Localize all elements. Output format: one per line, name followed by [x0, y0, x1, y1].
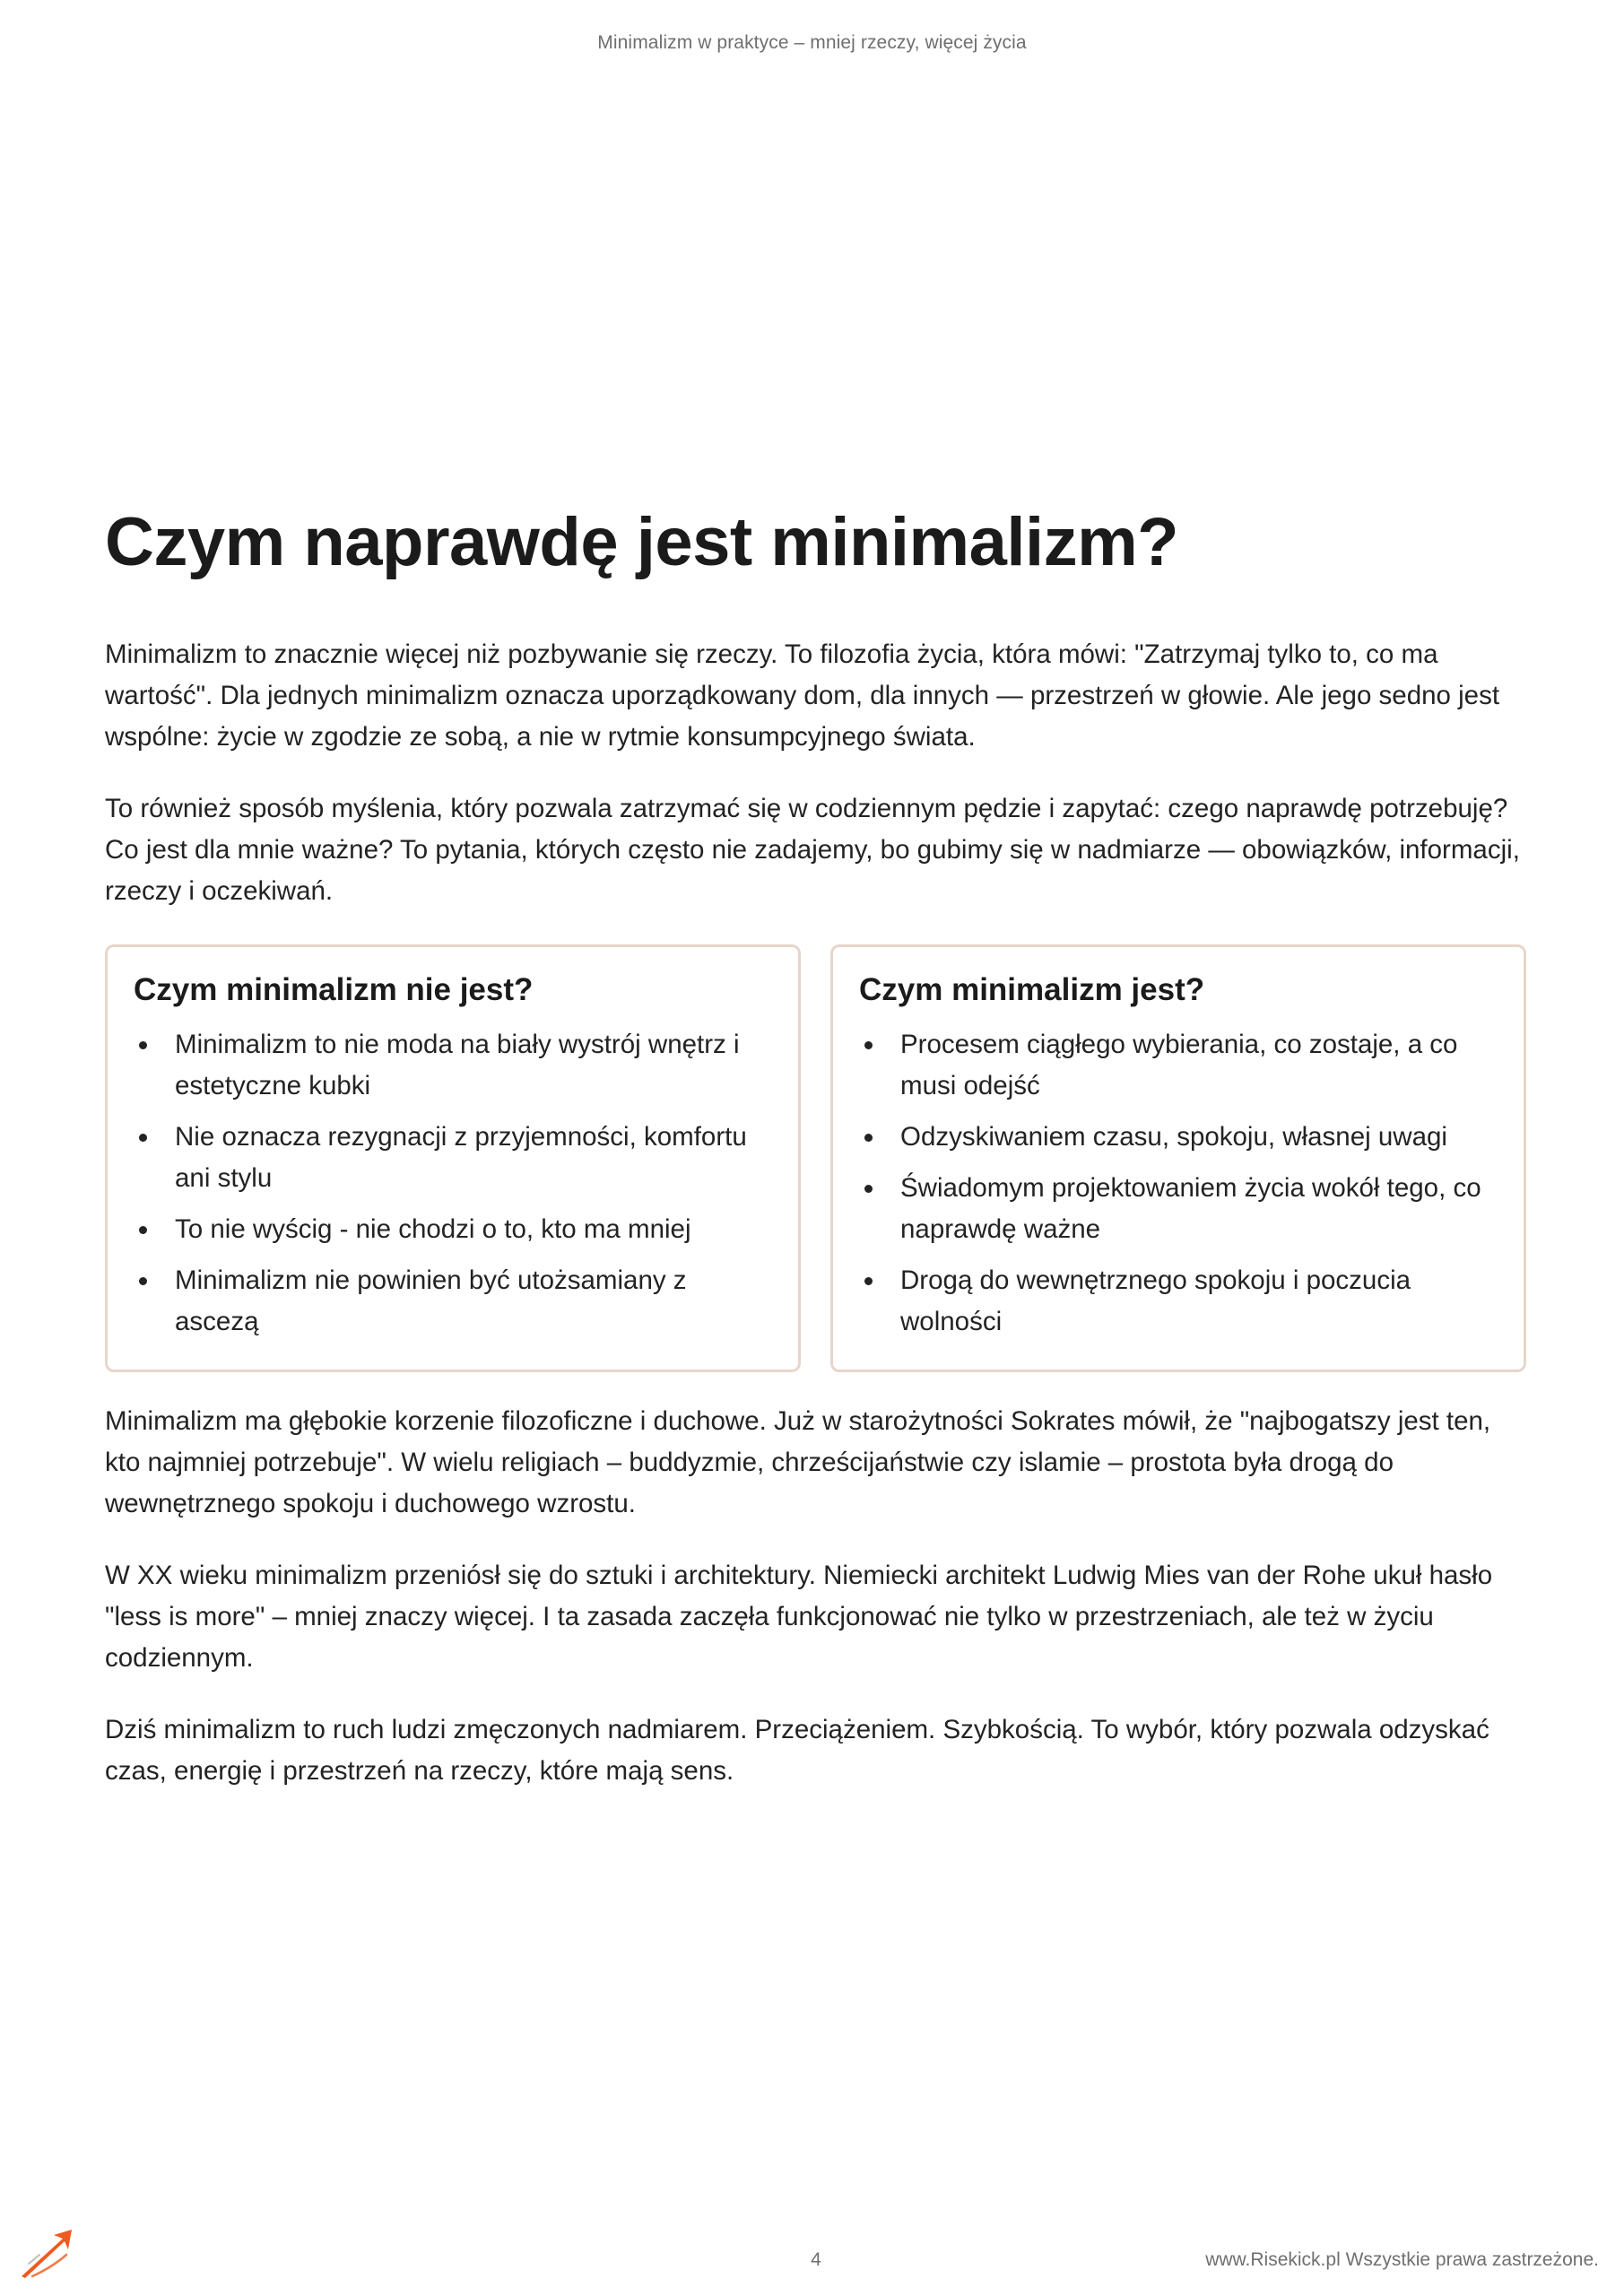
list-item [134, 1260, 773, 1343]
bullet-icon [139, 1226, 147, 1234]
bullet-icon [864, 1134, 873, 1142]
list-item-text: Odzyskiwaniem czasu, spokoju, własnej uwagi [900, 1122, 1447, 1152]
main-content [105, 498, 1526, 1792]
bullet-list [134, 1024, 773, 1343]
list-item-text: To nie wyścig - nie chodzi o to, kto ma mniej [175, 1214, 691, 1244]
list-item-text: Minimalizm nie powinien być utożsamiany z ascezą [175, 1265, 687, 1336]
intro-paragraph-1: Minimalizm to znacznie więcej niż pozbywanie się rzeczy. To filozofia życia, która mówi: "Zatrzymaj tylko to, co ma wartość". Dla jednych minimalizm oznacza uporządkowany dom, dla innych — przestrzeń w głowie. Ale jego sedno jest wspólne: życie w zgodzie ze sobą, a nie w rytmie konsumpcyjnego świata. [105, 639, 1500, 752]
bullet-icon [864, 1185, 873, 1193]
bullet-icon [139, 1277, 147, 1285]
list-item-text: Nie oznacza rezygnacji z przyjemności, komfortu ani stylu [175, 1122, 747, 1193]
box-title: Czym minimalizm jest? [859, 972, 1205, 1007]
list-item [859, 1117, 1498, 1158]
page-title: Czym naprawdę jest minimalizm? [105, 504, 1179, 580]
running-header: Minimalizm w praktyce – mniej rzeczy, więcej życia [597, 32, 1027, 53]
list-item [859, 1168, 1498, 1250]
bullet-list [859, 1024, 1498, 1343]
box-what-it-is-not [105, 944, 801, 1372]
list-item [859, 1024, 1498, 1107]
box-what-it-is [830, 944, 1526, 1372]
list-item [134, 1024, 773, 1107]
list-item [859, 1260, 1498, 1343]
architecture-paragraph: W XX wieku minimalizm przeniósł się do sztuki i architektury. Niemiecki architekt Ludwig Mies van der Rohe ukuł hasło "less is more" – mniej znaczy więcej. I ta zasada zaczęła funkcjonować nie tylko w przestrzeniach, ale też w życiu codziennym. [105, 1561, 1493, 1673]
comparison-boxes [105, 944, 1526, 1372]
bullet-icon [864, 1277, 873, 1285]
list-item-text: Drogą do wewnętrznego spokoju i poczucia wolności [900, 1265, 1411, 1336]
intro-paragraph-2: To również sposób myślenia, który pozwala zatrzymać się w codziennym pędzie i zapytać: czego naprawdę potrzebuję? Co jest dla mnie ważne? To pytania, których często nie zadajemy, bo gubimy się w nadmiarze — obowiązków, informacji, rzeczy i oczekiwań. [105, 794, 1520, 906]
copyright-notice: www.Risekick.pl Wszystkie prawa zastrzeżone. [1205, 2249, 1599, 2270]
page-number: 4 [811, 2249, 821, 2270]
bullet-icon [139, 1134, 147, 1142]
box-title: Czym minimalizm nie jest? [134, 972, 534, 1007]
list-item [134, 1209, 773, 1250]
history-paragraph: Minimalizm ma głębokie korzenie filozoficzne i duchowe. Już w starożytności Sokrates mówił, że "najbogatszy jest ten, kto najmniej potrzebuje". W wielu religiach – buddyzmie, chrześcijaństwie czy islamie – prostota była drogą do wewnętrznego spokoju i duchowego wzrostu. [105, 1406, 1491, 1518]
bullet-icon [864, 1041, 873, 1049]
list-item [134, 1117, 773, 1199]
today-paragraph: Dziś minimalizm to ruch ludzi zmęczonych nadmiarem. Przeciążeniem. Szybkością. To wybór, który pozwala odzyskać czas, energię i przestrzeń na rzeczy, które mają sens. [105, 1715, 1489, 1786]
bullet-icon [139, 1041, 147, 1049]
rising-arrow-icon [16, 2224, 75, 2280]
list-item-text: Świadomym projektowaniem życia wokół tego, co naprawdę ważne [900, 1173, 1481, 1244]
list-item-text: Minimalizm to nie moda na biały wystrój wnętrz i estetyczne kubki [175, 1030, 740, 1100]
list-item-text: Procesem ciągłego wybierania, co zostaje, a co musi odejść [900, 1030, 1458, 1100]
